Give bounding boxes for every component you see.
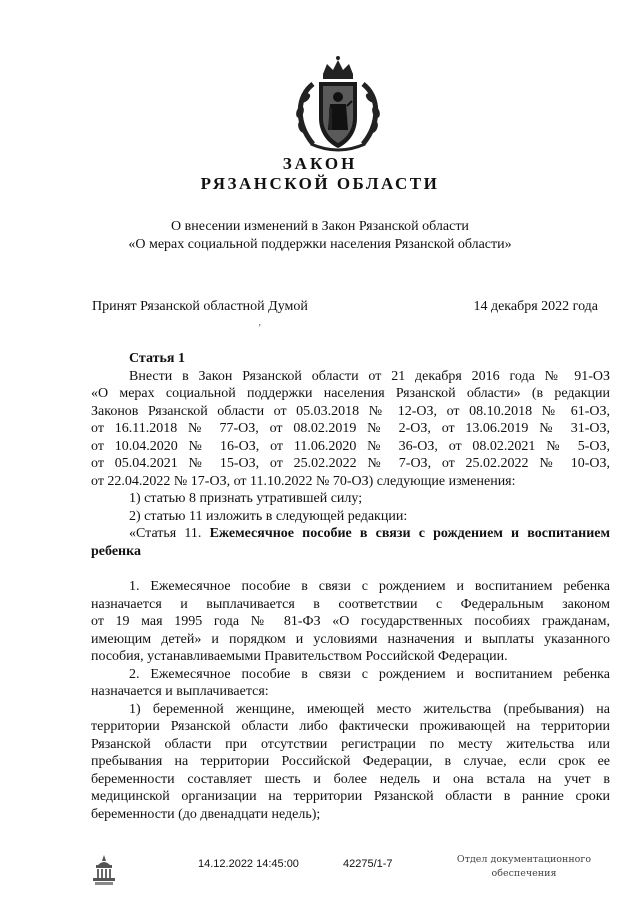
coat-of-arms-emblem <box>283 52 393 162</box>
document-title-law: ЗАКОН <box>282 154 358 173</box>
new-article-title <box>91 525 610 543</box>
intro-line: Законов Рязанской области от 05.03.2018 № 12-ОЗ, от 08.10.2018 № 61-ОЗ, <box>91 403 610 419</box>
intro-line: от 16.11.2018 № 77-ОЗ, от 08.02.2019 № 2-ОЗ, от 13.06.2019 № 31-ОЗ, <box>91 421 610 436</box>
item1-line: беременности (до двенадцати недель); <box>91 806 321 822</box>
item1-line: 1) беременной женщине, имеющей место жительства (пребывания) на <box>129 701 610 717</box>
item1-line: медицинской организации на территории Рязанской области в ранние сроки <box>91 789 610 804</box>
footer-doc-id: 42275/1-7 <box>343 858 393 870</box>
stray-mark: ʼ <box>258 323 262 334</box>
item1-line: территории Рязанской области либо фактически проживающей на территории <box>91 719 610 734</box>
para2-line: 2. Ежемесячное пособие в связи с рождением и воспитанием ребенка <box>129 666 610 682</box>
change-item: 2) статью 11 изложить в следующей редакции: <box>129 508 408 524</box>
new-article-title-text: Ежемесячное пособие в связи с рождением и воспитанием <box>209 526 611 541</box>
intro-line: от 05.04.2021 № 15-ОЗ, от 25.02.2022 № 7-ОЗ, от 25.02.2022 № 10-ОЗ, <box>91 456 610 471</box>
intro-line: от 10.04.2020 № 16-ОЗ, от 11.06.2020 № 36-ОЗ, от 08.02.2021 № 5-ОЗ, <box>91 438 610 454</box>
para1-line: назначается и выплачивается в соответствии с Федеральным законом <box>91 596 610 612</box>
paragraph-gap <box>91 560 610 578</box>
document-title-region: РЯЗАНСКОЙ ОБЛАСТИ <box>200 174 440 193</box>
intro-line: от 22.04.2022 № 17-ОЗ, от 11.10.2022 № 70-ОЗ) следующие изменения: <box>91 473 516 489</box>
para1-line: имеющим детей» и порядком и условиями назначения и выплаты указанного <box>91 631 610 647</box>
subtitle-line: «О мерах социальной поддержки населения Рязанской области» <box>128 237 512 252</box>
new-article-title-text: ребенка <box>91 543 141 559</box>
stamp-line: Отдел документационного <box>456 854 592 865</box>
item1-line: пребывания на территории Российской Федерации, в случае, если срок ее <box>91 754 610 769</box>
new-article-title-cont <box>91 543 610 561</box>
subtitle-line: О внесении изменений в Закон Рязанской области <box>171 219 469 234</box>
duma-building-icon <box>90 853 118 887</box>
footer-stamp <box>449 853 599 881</box>
intro-line: Внести в Закон Рязанской области от 21 декабря 2016 года № 91-ОЗ <box>129 368 610 384</box>
para1-line: 1. Ежемесячное пособие в связи с рождением и воспитанием ребенка <box>129 579 610 594</box>
stamp-line: обеспечения <box>491 868 557 879</box>
footer-timestamp: 14.12.2022 14:45:00 <box>198 858 299 870</box>
document-body <box>91 350 610 823</box>
item1-line: Рязанской области при отсутствии регистрации по месту жительства или <box>91 736 610 752</box>
para2-line: назначается и выплачивается: <box>91 684 269 699</box>
article-heading: Статья 1 <box>129 351 185 366</box>
item1-line: беременности составляет шесть и более недель и она встала на учет в <box>91 771 610 787</box>
intro-line: «О мерах социальной поддержки населения Рязанской области» (в редакции <box>91 386 610 401</box>
para1-line: от 19 мая 1995 года № 81-ФЗ «О государственных пособиях гражданам, <box>91 614 610 629</box>
para1-line: пособия, устанавливаемыми Правительством Российской Федерации. <box>91 649 508 664</box>
change-item: 1) статью 8 признать утратившей силу; <box>129 491 363 506</box>
adopted-by: Принят Рязанской областной Думой <box>92 299 308 314</box>
adoption-date: 14 декабря 2022 года <box>473 299 598 314</box>
document-subtitle <box>0 218 640 254</box>
new-article-prefix: «Статья 11. <box>129 526 202 541</box>
